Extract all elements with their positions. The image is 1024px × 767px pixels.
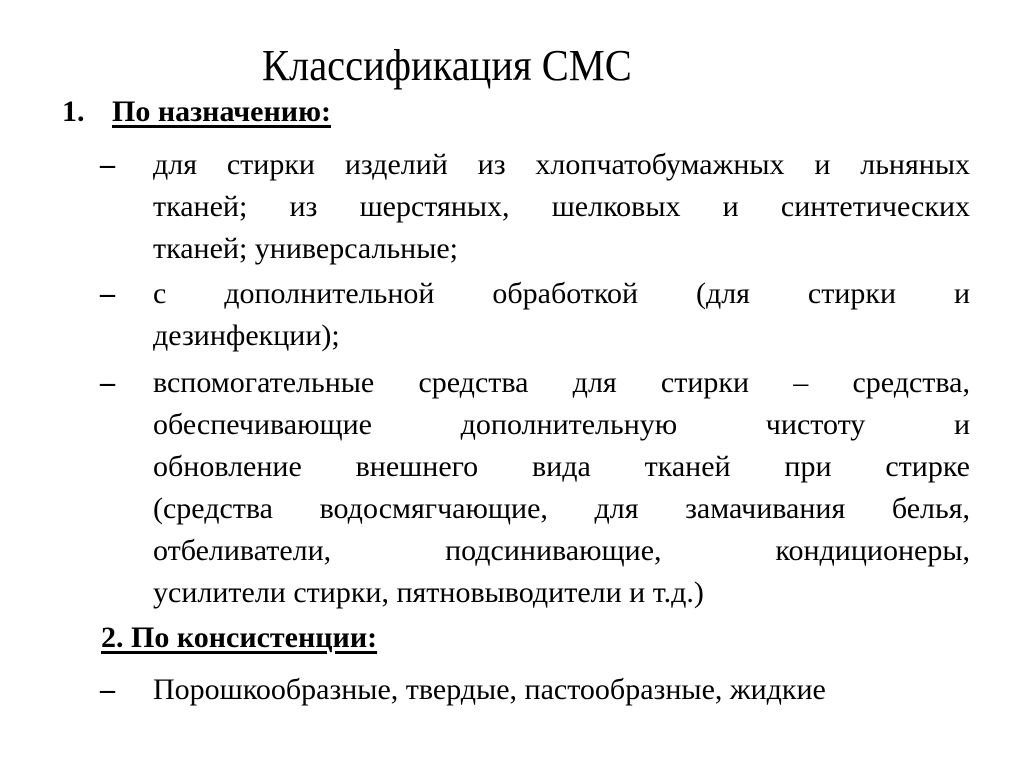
dash-bullet-icon: –: [100, 366, 115, 399]
text-line: обновление внешнего вида тканей при стирке: [153, 450, 970, 483]
text-line: тканей; из шерстяных, шелковых и синтетических: [153, 190, 970, 223]
text-line: с дополнительной обработкой (для стирки и: [153, 277, 970, 310]
text-line: обеспечивающие дополнительную чистоту и: [153, 408, 970, 441]
text-line: для стирки изделий из хлопчатобумажных и льняных: [153, 148, 970, 181]
slide-title: Классификация СМС: [262, 41, 632, 90]
list-item-text: [153, 144, 970, 270]
section-heading-consistency: [101, 620, 377, 656]
text-line: вспомогательные средства для стирки – средства,: [153, 366, 970, 399]
text-line: Порошкообразные, твердые, пастообразные, жидкие: [153, 673, 826, 706]
list-item-text: [153, 669, 970, 711]
list-item: [100, 144, 970, 270]
section-number: 1.: [62, 95, 85, 128]
dash-bullet-icon: –: [100, 277, 115, 310]
dash-bullet-icon: –: [100, 148, 115, 181]
text-line: усилители стирки, пятновыводители и т.д.): [153, 576, 704, 609]
list-item-text: [153, 362, 970, 614]
section-label: [101, 621, 377, 654]
section-heading-purpose: [62, 94, 331, 130]
list-item-text: [153, 273, 970, 357]
section-label-text: По консистенции:: [131, 621, 378, 654]
text-line: (средства водосмягчающие, для замачивания белья,: [153, 492, 970, 525]
section-label: По назначению:: [112, 95, 331, 128]
text-line: дезинфекции);: [153, 319, 340, 352]
text-line: отбеливатели, подсинивающие, кондиционеры,: [153, 534, 970, 567]
section-number: 2.: [101, 621, 124, 654]
list-item: [100, 669, 970, 711]
list-item: [100, 273, 970, 357]
text-line: тканей; универсальные;: [153, 232, 458, 265]
list-item: [100, 362, 970, 614]
dash-bullet-icon: –: [100, 673, 115, 706]
